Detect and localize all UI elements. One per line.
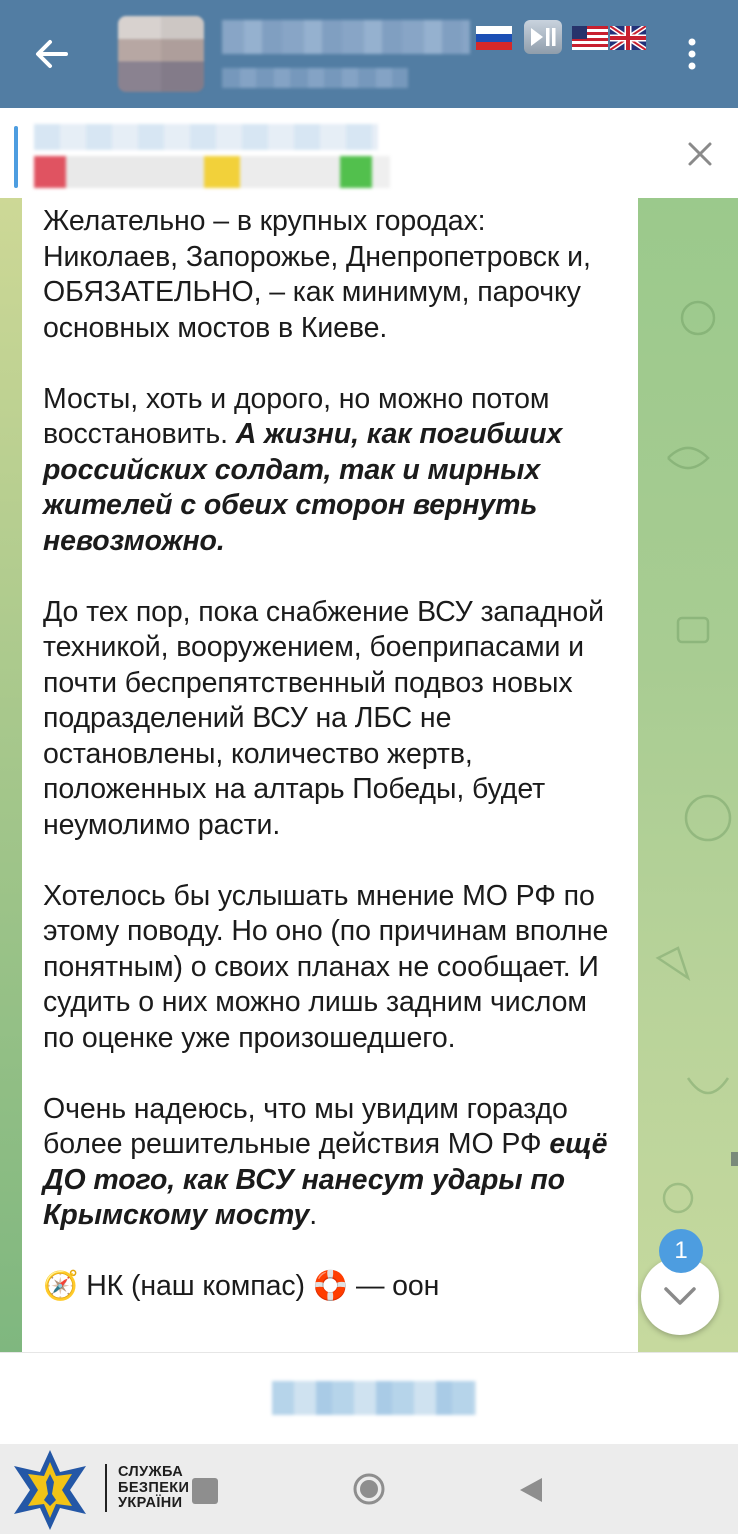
circle-icon[interactable] <box>352 1472 386 1506</box>
watermark-line-1: СЛУЖБА <box>118 1464 184 1480</box>
watermark-line-2: БЕЗПЕКИ <box>118 1479 190 1496</box>
message-paragraph-5-emphasis: ещё ДО того, как ВСУ нанесут удары по Крымскому мосту <box>43 1128 608 1231</box>
pinned-title <box>34 124 378 150</box>
chevron-down-icon <box>662 1285 698 1307</box>
channel-subscribers <box>222 68 408 88</box>
message-paragraph-5-end: . <box>309 1199 318 1231</box>
channel-avatar[interactable] <box>118 16 204 92</box>
close-icon <box>680 134 720 174</box>
channel-bottom-bar <box>0 1352 738 1445</box>
message-cutoff-line: 🧭 НК (наш компас) 🛟 — оон <box>43 1270 440 1302</box>
more-menu-button[interactable] <box>676 30 708 78</box>
usa-flag-icon <box>572 26 608 50</box>
pinned-accent-line <box>14 126 18 188</box>
unread-count-badge[interactable]: 1 <box>659 1229 703 1273</box>
message-paragraph-5-plain: Очень надеюсь, что мы увидим гораздо более решительные действия МО РФ <box>43 1092 568 1160</box>
message-paragraph-1: Желательно – в крупных городах: Николаев, Запорожье, Днепропетровск и, ОБЯЗАТЕЛЬНО, – как минимум, парочку основных мостов в Киеве. <box>43 205 591 344</box>
message-paragraph-2-emphasis: А жизни, как погибших российских солдат, так и мирных жителей с обеих сторон вернуть невозможно. <box>43 418 563 557</box>
scroll-indicator <box>731 1152 738 1166</box>
uk-flag-icon <box>610 26 646 50</box>
message-paragraph-3: До тех пор, пока снабжение ВСУ западной техникой, вооружением, боеприпасами и почти беспрепятственный подвоз новых подразделений ВСУ на ЛБС не остановлены, количество жертв, положенных на алтарь Победы, будет неумолимо расти. <box>43 595 604 841</box>
play-pause-icon <box>524 20 562 54</box>
watermark-line-3: УКРАЇНИ <box>118 1495 183 1511</box>
system-nav-bar <box>0 1444 738 1534</box>
channel-title[interactable] <box>222 20 470 54</box>
channel-action-button[interactable] <box>272 1381 476 1415</box>
wallpaper-left <box>0 198 22 1352</box>
square-icon[interactable] <box>192 1478 218 1504</box>
message-paragraph-4: Хотелось бы услышать мнение МО РФ по этому поводу. Но оно (по причинам вполне понятным) о своих планах не сообщает. И судить о них можно лишь задним числом по оценке уже произошедшего. <box>43 879 609 1054</box>
watermark-divider <box>105 1464 107 1512</box>
chat-header <box>0 0 738 108</box>
message-paragraph-5 <box>43 1092 623 1234</box>
pinned-preview <box>34 156 390 188</box>
triangle-left-icon[interactable] <box>518 1476 544 1504</box>
arrow-left-icon <box>28 30 76 78</box>
message-paragraph-2 <box>43 382 623 560</box>
russia-flag-icon <box>476 26 512 50</box>
close-pinned-button[interactable] <box>680 134 720 174</box>
wallpaper-doodles-icon <box>638 198 738 1352</box>
wallpaper-right <box>638 198 738 1352</box>
sbu-shield-logo <box>8 1448 92 1532</box>
message-text <box>43 204 623 1340</box>
sbu-watermark-text <box>118 1465 189 1512</box>
message-paragraph-2-plain: Мосты, хоть и дорого, но можно потом восстановить. <box>43 382 550 450</box>
vertical-dots-icon <box>676 30 708 78</box>
back-button[interactable] <box>28 30 76 78</box>
chat-area[interactable] <box>0 198 738 1352</box>
pinned-message-bar[interactable] <box>0 108 738 199</box>
